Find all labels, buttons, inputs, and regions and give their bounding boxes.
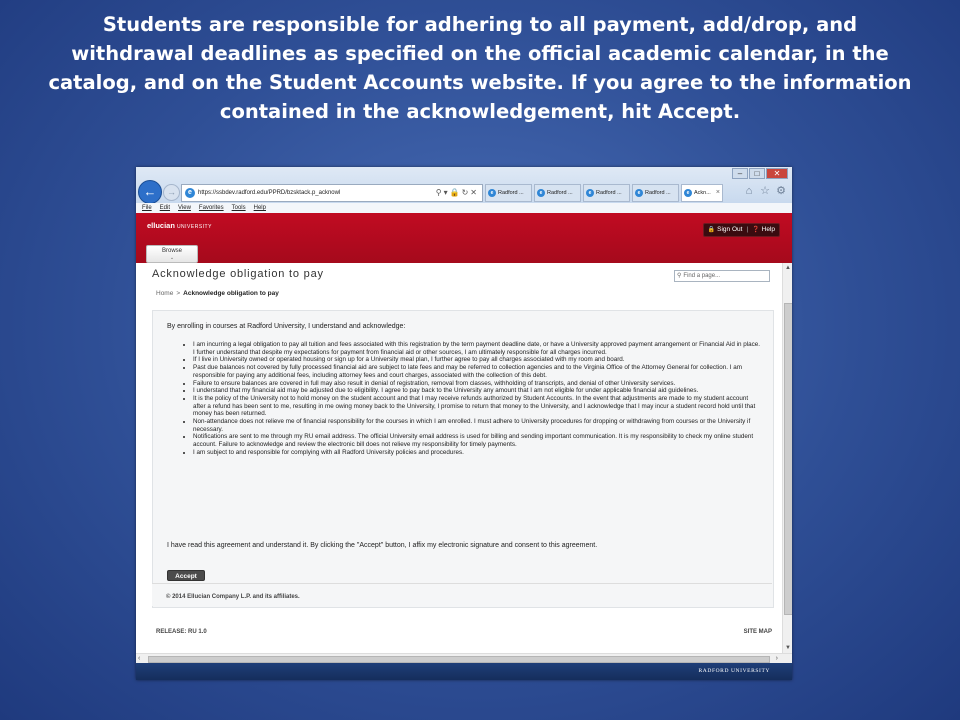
minimize-icon[interactable]: – — [732, 168, 748, 179]
address-bar[interactable] — [181, 184, 483, 202]
vertical-scrollbar[interactable] — [782, 263, 792, 653]
scroll-thumb[interactable] — [784, 303, 792, 615]
maximize-icon[interactable]: □ — [749, 168, 765, 179]
breadcrumb-home[interactable]: Home — [156, 290, 174, 297]
tab-radford-1[interactable] — [485, 184, 532, 202]
list-item: • I am subject to and responsible for complying with all Radford University policies and procedures. — [193, 449, 761, 457]
browse-button[interactable] — [146, 245, 198, 263]
browse-label: Browse — [161, 248, 182, 254]
tab-strip — [485, 184, 725, 202]
ie-tab-icon: e — [684, 189, 692, 197]
acknowledgement-panel — [152, 310, 774, 608]
list-item: • Notifications are sent to me through my RU email address. The official University email address is used for billing and sending important communication. It is my responsibility to check my online student account. Failure to acknowledge and review the electronic bill does not relieve my responsibility for timely payments. — [193, 433, 761, 448]
window-controls — [731, 168, 788, 179]
tab-label: Radford ... — [498, 190, 524, 196]
tab-close-icon[interactable]: × — [715, 189, 720, 196]
tab-label: Radford ... — [645, 190, 671, 196]
sign-out-link[interactable]: Sign Out — [717, 226, 743, 233]
ie-tab-icon: e — [537, 189, 545, 197]
menu-file[interactable]: File — [142, 205, 152, 211]
dropdown-icon[interactable]: ▾ — [443, 188, 450, 197]
browser-titlebar — [136, 167, 792, 203]
scroll-down-icon[interactable]: ▼ — [785, 645, 791, 651]
list-item: • Failure to ensure balances are covered in full may also result in denial of registration, removal from classes, withholding of transcripts, and denial of other University services. — [193, 380, 761, 388]
lock-icon[interactable]: 🔒 — [449, 188, 462, 197]
menu-help[interactable]: Help — [253, 205, 266, 211]
menu-favorites[interactable]: Favorites — [198, 205, 224, 211]
menu-view[interactable]: View — [178, 205, 191, 211]
terms-list — [183, 341, 761, 457]
list-item: • I am incurring a legal obligation to pay all tuition and fees associated with this registration by the term payment deadline date, or have a University approved payment arrangement or Financial Aid in place. I further understand that despite my expectations for payment from financial aid or other sources, I am ultimately responsible for all charges incurred. — [193, 341, 761, 356]
help-link[interactable]: Help — [761, 226, 775, 233]
footer-panel — [152, 583, 772, 606]
tab-radford-2[interactable] — [534, 184, 581, 202]
tab-label: Radford ... — [596, 190, 622, 196]
gear-icon[interactable]: ⚙ — [776, 185, 786, 197]
breadcrumb-separator: > — [176, 290, 181, 297]
list-item: • Non-attendance does not relieve me of financial responsibility for the courses in which I am enrolled. I must adhere to University procedures for dropping or withdrawing from courses or the University if necessary. — [193, 418, 761, 433]
browser-window — [136, 167, 792, 680]
favorites-star-icon[interactable]: ☆ — [760, 185, 770, 197]
tab-label: Ackn... — [694, 190, 711, 196]
chevron-down-icon: ⌄ — [169, 255, 175, 261]
url-text: https://ssbdev.radford.edu/PPRD/bzsktack.p_acknowl — [198, 190, 341, 196]
lock-icon: 🔒 — [707, 227, 716, 233]
scroll-up-icon[interactable]: ▲ — [785, 265, 791, 271]
release-bar — [136, 629, 782, 641]
menu-edit[interactable]: Edit — [159, 205, 171, 211]
radford-brand: RADFORD UNIVERSITY — [698, 668, 770, 674]
close-icon[interactable]: ✕ — [766, 168, 788, 179]
close-icon[interactable]: ✕ — [470, 188, 479, 197]
agreement-text: I have read this agreement and understand it. By clicking the "Accept" button, I affix my electronic signature and consent to this agreement. — [167, 542, 598, 549]
ie-page-icon: e — [185, 188, 195, 198]
app-header — [136, 213, 792, 263]
search-icon: ⚲ — [677, 273, 682, 279]
logo-text: ellucian — [147, 221, 175, 230]
site-map-link[interactable]: SITE MAP — [743, 629, 772, 635]
slide-heading: Students are responsible for adhering to all payment, add/drop, and withdrawal deadlines as specified on the official academic calendar, in the catalog, and on the Student Accounts website. If you agree to the information contained in the acknowledgement, hit Accept. — [48, 13, 912, 123]
breadcrumb — [156, 290, 279, 297]
search-icon[interactable]: ⚲ — [435, 188, 444, 197]
list-item: • It is the policy of the University not to hold money on the student account and that I may receive refunds authorized by Student Accounts. In the event that adjustments are made to my student account after a refund has been sent to me, resulting in me owing money back to the University, I promise to return that money to the University, and I acknowledge that I may incur a student record hold until that money has been returned. — [193, 395, 761, 418]
forward-arrow-icon[interactable]: → — [163, 184, 180, 201]
scroll-left-icon[interactable]: ‹ — [138, 655, 141, 662]
tab-acknowledge[interactable] — [681, 184, 723, 202]
tab-label: Radford ... — [547, 190, 573, 196]
horizontal-scroll-thumb[interactable] — [148, 656, 770, 663]
intro-text: By enrolling in courses at Radford University, I understand and acknowledge: — [167, 323, 406, 330]
ie-tab-icon: e — [635, 189, 643, 197]
menu-tools[interactable]: Tools — [231, 205, 246, 211]
copyright-text: © 2014 Ellucian Company L.P. and its affiliates. — [166, 594, 300, 600]
scroll-right-icon[interactable]: › — [775, 655, 778, 662]
tab-radford-3[interactable] — [583, 184, 630, 202]
list-item: • Past due balances not covered by fully processed financial aid are subject to late fees and may be referred to collection agencies and to the Virginia Office of the Attorney General for collection. I am responsible for paying any additional fees, including attorney fees and court charges, associated with the collection of this debt. — [193, 364, 761, 379]
back-arrow-icon[interactable]: ← — [138, 180, 162, 204]
bottom-bar — [136, 663, 792, 680]
ie-tab-icon: e — [586, 189, 594, 197]
list-item: • I understand that my financial aid may be adjusted due to eligibility. I agree to pay back to the University any amount that I am not eligible for under applicable financial aid guidelines. — [193, 387, 761, 395]
logo-subtext: UNIVERSITY — [176, 224, 212, 230]
list-item: • If I live in University owned or operated housing or sign up for a University meal plan, I further agree to pay all charges associated with my room and board. — [193, 356, 761, 364]
page-title: Acknowledge obligation to pay — [152, 268, 324, 280]
address-tools — [436, 185, 479, 201]
ellucian-logo — [147, 221, 212, 230]
find-page-input[interactable] — [674, 270, 770, 282]
home-icon[interactable]: ⌂ — [745, 185, 753, 197]
browser-tools — [740, 184, 788, 198]
breadcrumb-current: Acknowledge obligation to pay — [183, 290, 279, 297]
release-text: RELEASE: RU 1.0 — [156, 629, 207, 635]
tab-radford-4[interactable] — [632, 184, 679, 202]
separator: | — [746, 226, 749, 233]
ie-tab-icon: e — [488, 189, 496, 197]
page-content — [136, 263, 782, 653]
refresh-icon[interactable]: ↻ — [461, 188, 471, 197]
accept-button[interactable]: Accept — [167, 570, 205, 581]
user-menu — [703, 223, 780, 237]
help-icon: ❓ — [752, 227, 760, 233]
find-placeholder: Find a page... — [683, 273, 721, 279]
